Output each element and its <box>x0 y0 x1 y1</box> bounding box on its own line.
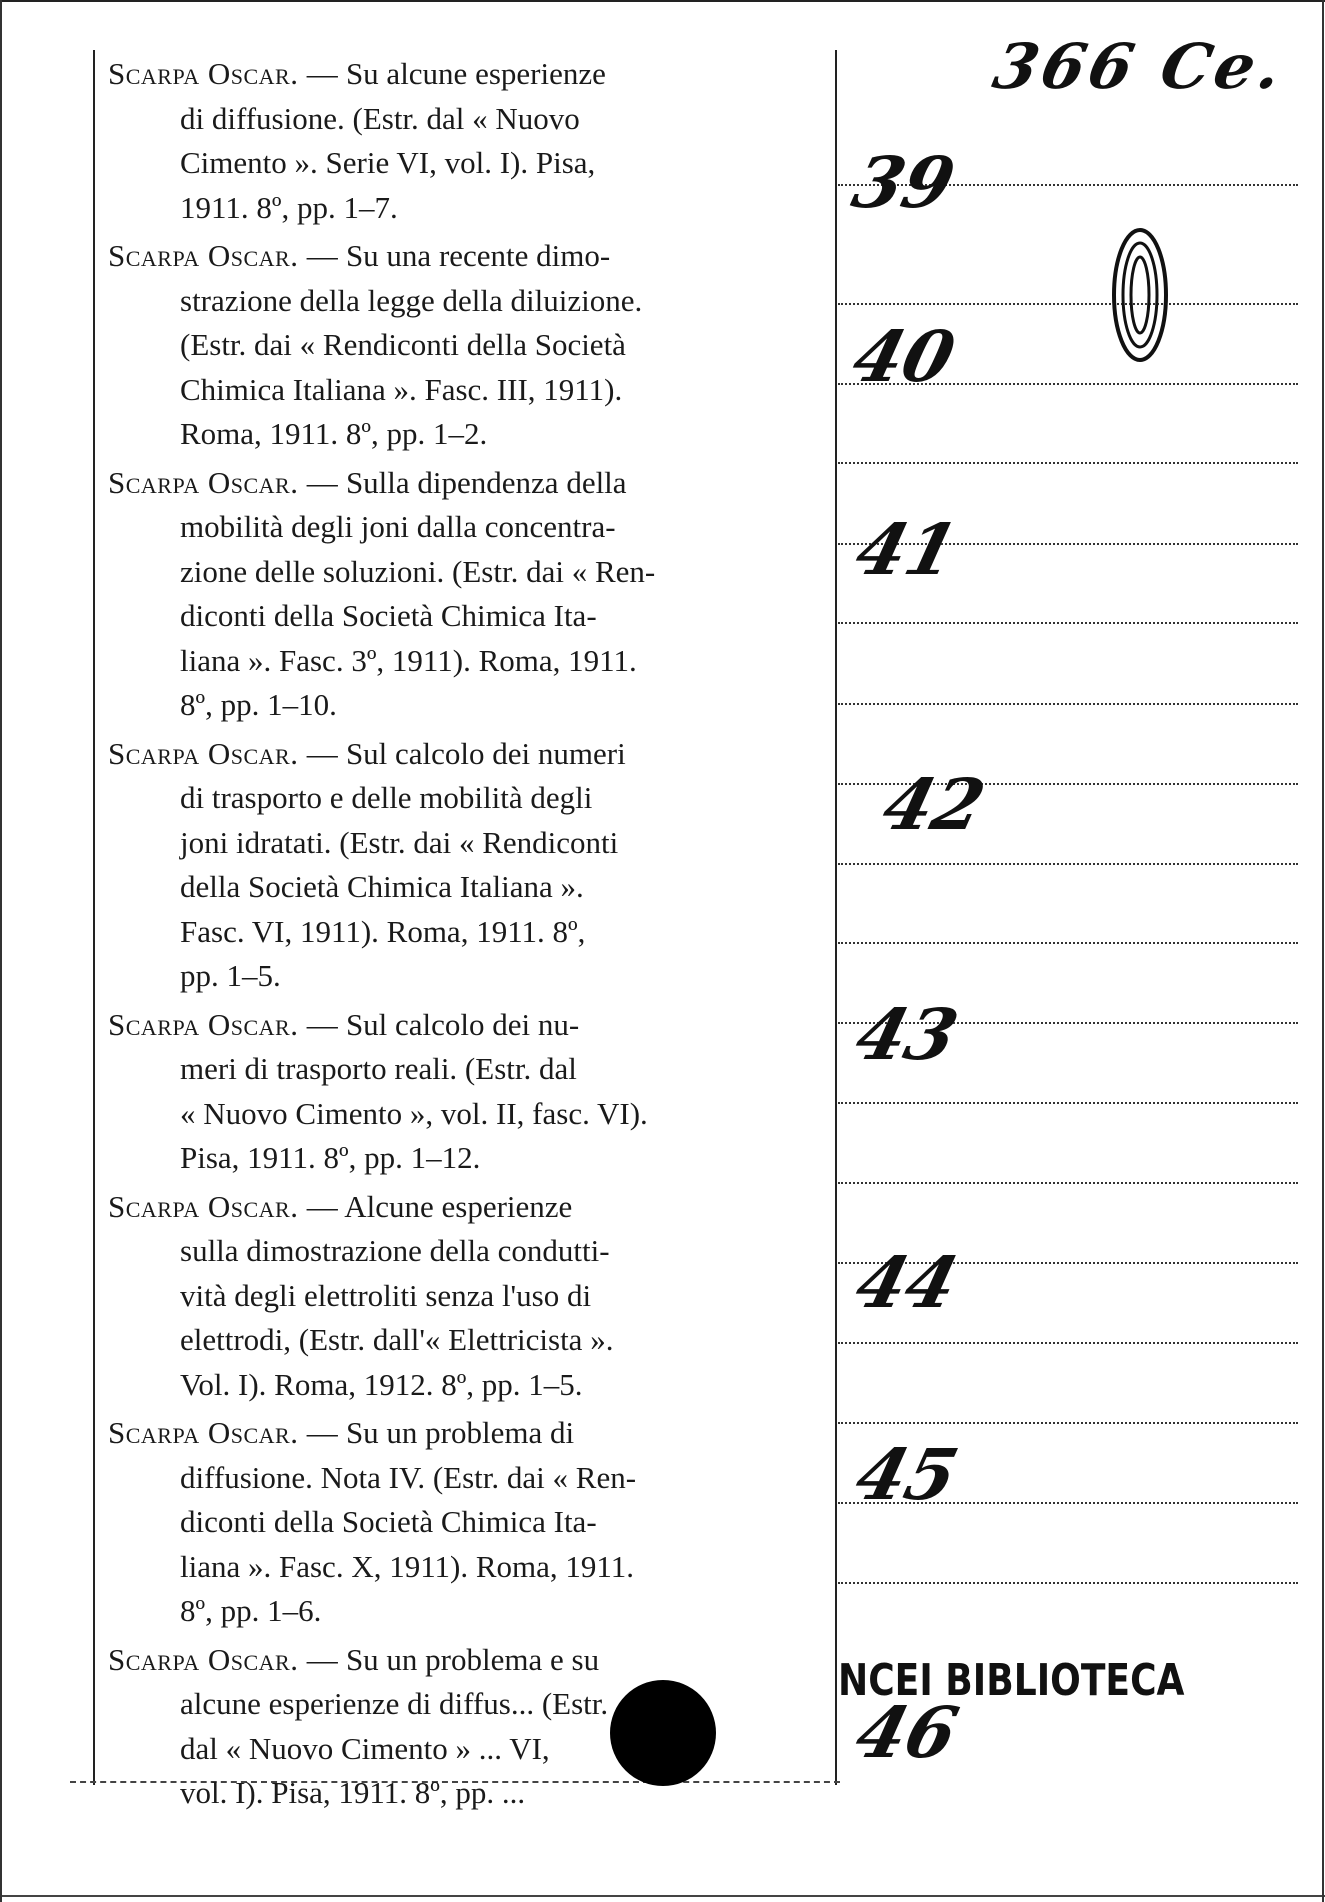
entry-line: (Estr. dai « Rendiconti della Società <box>180 327 626 362</box>
entry-line: Vol. I). Roma, 1912. 8º, pp. 1–5. <box>180 1366 583 1402</box>
entry-line: zione delle soluzioni. (Estr. dai « Ren- <box>180 553 656 589</box>
author-label: Scarpa Oscar. — <box>108 1188 339 1224</box>
entry-line: Roma, 1911. 8º, pp. 1–2. <box>180 416 488 451</box>
library-stamp: NCEI BIBLIOTECA <box>838 1655 1185 1706</box>
author-label: Scarpa Oscar. — <box>108 464 339 500</box>
entry-line: liana ». Fasc. 3º, 1911). Roma, 1911. <box>180 642 637 678</box>
page-border-left <box>0 0 2 1902</box>
entry-list <box>108 52 816 1820</box>
entry-line: liana ». Fasc. X, 1911). Roma, 1911. <box>180 1548 635 1584</box>
author-label: Scarpa Oscar. — <box>108 1006 339 1042</box>
entry-line: joni idratati. (Estr. dai « Rendiconti <box>180 824 619 860</box>
page-border-right <box>1322 0 1324 1902</box>
middle-column-rule <box>835 50 837 1785</box>
entry-43 <box>108 1003 816 1181</box>
ledger-line <box>838 303 1298 305</box>
entry-line: diconti della Società Chimica Ita- <box>180 598 597 633</box>
author-label: Scarpa Oscar. — <box>108 238 339 273</box>
ledger-line <box>838 622 1298 624</box>
handwritten-number-41: 41 <box>847 508 966 591</box>
ledger-line <box>838 1422 1298 1424</box>
entry-line: Pisa, 1911. 8º, pp. 1–12. <box>180 1140 481 1175</box>
entry-line: meri di trasporto reali. (Estr. dal <box>180 1051 577 1086</box>
page-border-top <box>0 0 1325 2</box>
handwritten-number-39: 39 <box>844 141 963 224</box>
entry-line: Sul calcolo dei numeri <box>345 735 626 771</box>
author-label: Scarpa Oscar. — <box>108 1641 339 1677</box>
entry-line: Chimica Italiana ». Fasc. III, 1911). <box>180 371 623 407</box>
entry-40 <box>108 234 816 457</box>
entry-line: 8º, pp. 1–6. <box>180 1593 322 1628</box>
entry-line: Sulla dipendenza della <box>345 464 627 500</box>
handwritten-number-45: 45 <box>847 1433 966 1516</box>
call-number: 366 Ce. <box>987 30 1293 103</box>
ledger-line <box>838 863 1298 865</box>
left-column-rule <box>93 50 95 1785</box>
entry-line: mobilità degli joni dalla concentra- <box>180 509 616 544</box>
entry-line: della Società Chimica Italiana ». <box>180 869 584 904</box>
entry-line: Cimento ». Serie VI, vol. I). Pisa, <box>180 145 596 180</box>
entry-42 <box>108 732 816 999</box>
entry-line: « Nuovo Cimento », vol. II, fasc. VI). <box>180 1095 648 1131</box>
handwritten-number-43: 43 <box>847 993 966 1076</box>
entry-line: Alcune esperienze <box>344 1188 573 1224</box>
entry-line: alcune esperienze di diffus... (Estr. <box>180 1686 609 1721</box>
ledger-line <box>838 1102 1298 1104</box>
entry-45 <box>108 1411 816 1634</box>
entry-line: Sul calcolo dei nu- <box>345 1006 580 1042</box>
handwritten-number-40: 40 <box>844 315 963 398</box>
entry-line: Fasc. VI, 1911). Roma, 1911. 8º, <box>180 913 586 949</box>
entry-44 <box>108 1185 816 1408</box>
entry-line: 1911. 8º, pp. 1–7. <box>180 189 398 225</box>
handwritten-number-44: 44 <box>847 1241 966 1324</box>
entry-line: diffusione. Nota IV. (Estr. dai « Ren- <box>180 1459 637 1495</box>
entry-41 <box>108 461 816 728</box>
author-label: Scarpa Oscar. — <box>108 56 339 91</box>
entry-line: sulla dimostrazione della condutti- <box>180 1233 610 1268</box>
author-label: Scarpa Oscar. — <box>108 735 339 771</box>
ledger-line <box>838 1582 1298 1584</box>
author-label: Scarpa Oscar. — <box>108 1415 339 1450</box>
entry-line: elettrodi, (Estr. dall'« Elettricista ». <box>180 1322 614 1357</box>
entry-line: di trasporto e delle mobilità degli <box>180 780 593 815</box>
ledger-line <box>838 942 1298 944</box>
entry-line: vità degli elettroliti senza l'uso di <box>180 1277 592 1313</box>
handwritten-flourish-icon <box>1110 225 1170 365</box>
entry-line: Su un problema di <box>345 1415 575 1450</box>
entry-39 <box>108 52 816 230</box>
entry-line: strazione della legge della diluizione. <box>180 282 643 318</box>
entry-line: Su alcune esperienze <box>345 56 606 91</box>
ledger-line <box>838 462 1298 464</box>
entry-line: Su una recente dimo- <box>345 238 611 273</box>
handwritten-number-46: 46 <box>847 1691 966 1774</box>
entry-line: dal « Nuovo Cimento » ... VI, <box>180 1730 550 1766</box>
entry-line: di diffusione. (Estr. dal « Nuovo <box>180 100 580 136</box>
handwritten-number-42: 42 <box>874 763 993 846</box>
entry-line: vol. I). Pisa, 1911. 8º, pp. ... <box>180 1775 526 1810</box>
ledger-line <box>838 1342 1298 1344</box>
entry-line: 8º, pp. 1–10. <box>180 687 337 722</box>
punch-hole <box>610 1680 716 1786</box>
ledger-line <box>838 1182 1298 1184</box>
entry-line: diconti della Società Chimica Ita- <box>180 1504 597 1539</box>
page-border-bottom <box>0 1895 1325 1897</box>
entry-line: pp. 1–5. <box>180 958 281 993</box>
entry-line: Su un problema e su <box>345 1641 600 1677</box>
ledger-line <box>838 703 1298 705</box>
